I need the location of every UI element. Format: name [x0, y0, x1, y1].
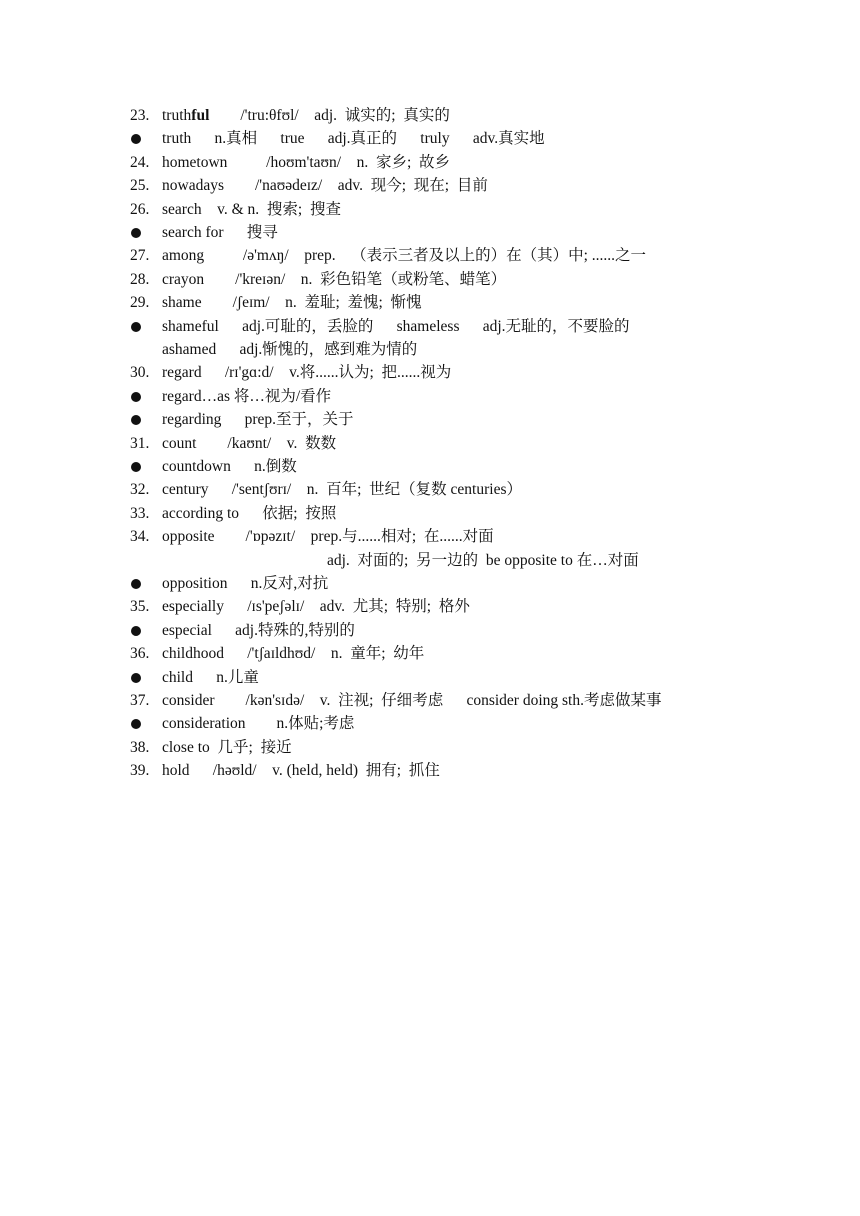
vocab-entry [0, 222, 860, 244]
entry-text: search v. & n. 搜索; 搜查 [162, 200, 341, 218]
bullet-icon [131, 626, 141, 636]
entry-text: adj. 对面的; 另一边的 be opposite to 在…对面 [327, 551, 639, 569]
vocab-entry [0, 737, 860, 759]
bullet-icon [131, 462, 141, 472]
entry-number: 24. [130, 153, 150, 171]
vocab-entry [0, 596, 860, 618]
bullet-icon [131, 719, 141, 729]
vocab-entry [0, 643, 860, 665]
vocab-entry [0, 667, 860, 689]
entry-number: 23. [130, 107, 150, 124]
entry-text: hold /həʊld/ v. (held, held) 拥有; 抓住 [162, 762, 440, 780]
vocab-entry [0, 526, 860, 548]
entry-text: among /ə'mʌŋ/ prep. （表示三者及以上的）在（其）中; ......之一 [162, 247, 647, 265]
vocab-entry [0, 550, 860, 572]
vocab-entry [0, 316, 860, 338]
vocab-entry [0, 292, 860, 314]
vocab-entry [0, 433, 860, 455]
entry-number: 30. [130, 364, 150, 382]
entry-text: truth n.真相 true adj.真正的 truly adv.真实地 [162, 130, 545, 148]
bullet-icon [131, 322, 141, 332]
entry-text: consider /kən'sɪdə/ v. 注视; 仔细考虑 consider doing sth.考虑做某事 [162, 692, 662, 709]
entry-text: countdown n.倒数 [162, 458, 297, 475]
bullet-icon [131, 415, 141, 425]
entry-number: 34. [130, 528, 150, 546]
entry-text: especial adj.特殊的,特别的 [162, 621, 355, 639]
entry-text: crayon /'kreɪən/ n. 彩色铅笔（或粉笔、蜡笔） [162, 270, 507, 288]
vocab-entry [0, 690, 860, 712]
entry-number: 27. [130, 247, 150, 265]
entry-number: 25. [130, 177, 150, 195]
entry-text: according to 依据; 按照 [162, 504, 337, 522]
entry-number: 33. [130, 504, 150, 522]
vocab-entry [0, 620, 860, 642]
entry-text: close to 几乎; 接近 [162, 738, 292, 756]
entry-definition: /'tru:θfʊl/ adj. 诚实的; 真实的 [209, 107, 450, 124]
entry-number: 26. [130, 200, 150, 218]
vocab-entry [0, 503, 860, 525]
entry-number: 37. [130, 692, 150, 709]
vocab-entry [0, 573, 860, 595]
vocab-entry [0, 713, 860, 735]
entry-number: 38. [130, 738, 150, 756]
entry-text: especially /ɪs'peʃəlɪ/ adv. 尤其; 特别; 格外 [162, 598, 470, 616]
entry-text: search for 搜寻 [162, 224, 278, 241]
entry-text: shameful adj.可耻的，丢脸的 shameless adj.无耻的，不要脸的 [162, 317, 630, 335]
entry-text: ashamed adj.惭愧的，感到难为情的 [162, 341, 418, 358]
entry-number: 36. [130, 645, 150, 663]
vocab-entry [0, 409, 860, 431]
vocab-entry [0, 245, 860, 267]
vocab-entry [0, 386, 860, 408]
vocab-entry [0, 105, 860, 127]
entry-number: 32. [130, 481, 150, 499]
vocab-entry [0, 456, 860, 478]
bullet-icon [131, 228, 141, 238]
vocab-entry [0, 760, 860, 782]
word-stem: truth [162, 107, 192, 124]
entry-text: hometown /hoʊm'taʊn/ n. 家乡; 故乡 [162, 153, 451, 171]
entry-text: regard…as 将…视为/看作 [162, 387, 332, 405]
vocab-entry [0, 199, 860, 221]
vocab-entry [0, 339, 860, 361]
entry-text: opposite /'ɒpəzɪt/ prep.与......相对; 在......对面 [162, 528, 494, 546]
entry-text: regard /rɪ'gɑ:d/ v.将......认为; 把......视为 [162, 364, 452, 382]
entry-text: shame /ʃeɪm/ n. 羞耻; 羞愧; 惭愧 [162, 294, 422, 312]
vocab-entry [0, 128, 860, 150]
entry-number: 29. [130, 294, 150, 312]
entry-text: opposition n.反对,对抗 [162, 575, 329, 592]
bullet-icon [131, 579, 141, 589]
vocab-entry [0, 152, 860, 174]
entry-number: 28. [130, 270, 150, 288]
entry-text: nowadays /'naʊədeɪz/ adv. 现今; 现在; 目前 [162, 177, 488, 195]
entry-number: 31. [130, 434, 150, 452]
entry-text: regarding prep.至于，关于 [162, 411, 354, 429]
vocab-entry [0, 269, 860, 291]
entry-text: childhood /'tʃaɪldhʊd/ n. 童年; 幼年 [162, 645, 425, 663]
entry-number: 39. [130, 762, 150, 780]
vocab-entry [0, 479, 860, 501]
vocab-entry [0, 175, 860, 197]
entry-text: count /kaʊnt/ v. 数数 [162, 434, 337, 452]
entry-number: 35. [130, 598, 150, 616]
vocab-entry [0, 362, 860, 384]
word-suffix-bold: ful [191, 107, 210, 124]
entry-text: century /'sentʃʊrɪ/ n. 百年; 世纪（复数 centuries） [162, 481, 522, 499]
bullet-icon [131, 392, 141, 402]
bullet-icon [131, 134, 141, 144]
entry-text: child n.儿童 [162, 668, 259, 686]
entry-text: consideration n.体贴;考虑 [162, 715, 355, 733]
bullet-icon [131, 673, 141, 683]
entry-text [162, 105, 450, 127]
